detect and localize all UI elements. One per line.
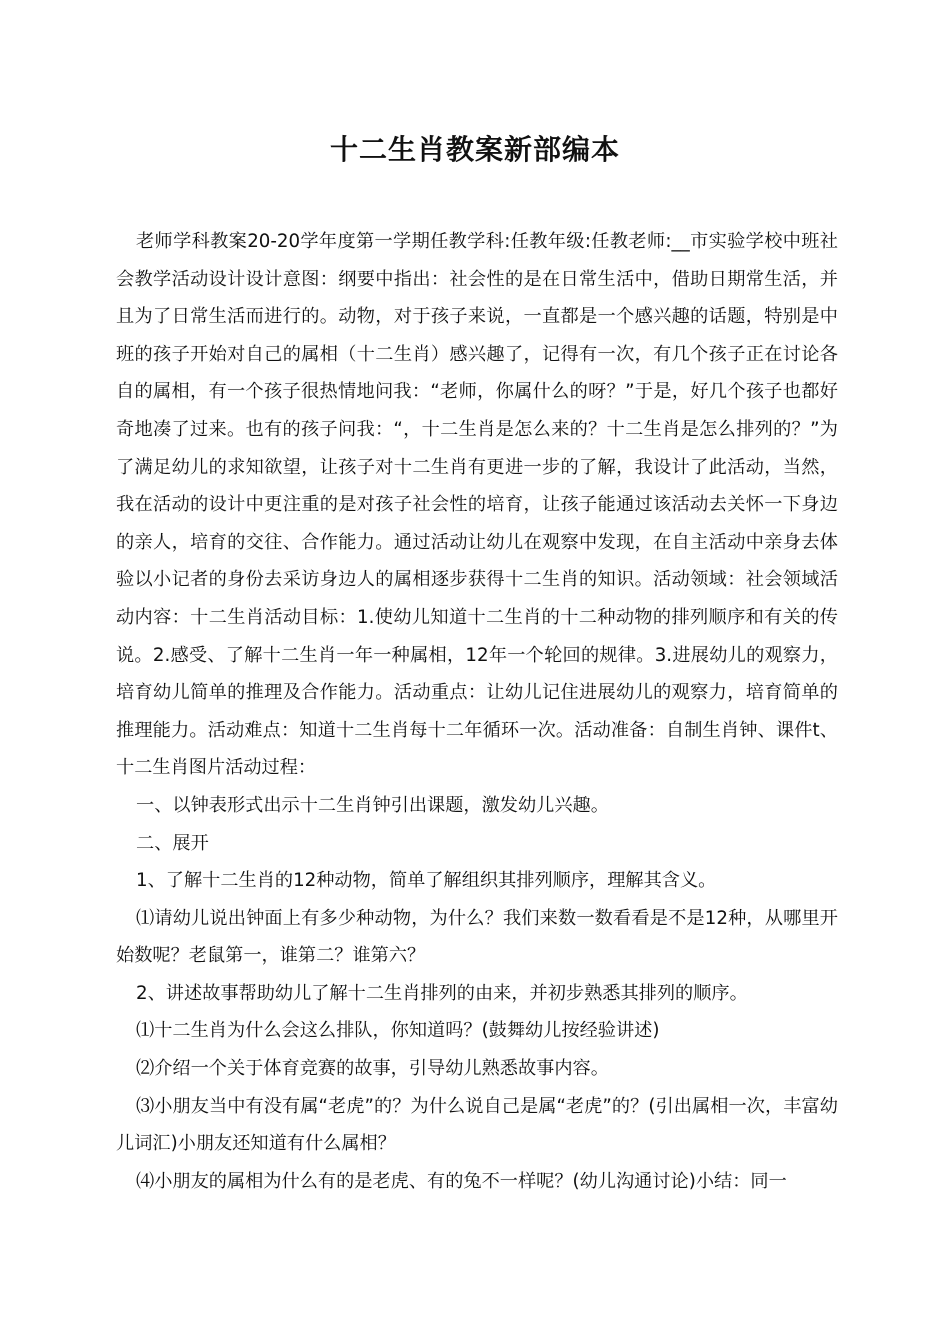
paragraph-step-2: 二、展开 <box>136 832 209 854</box>
paragraph-item-1: 1、了解十二生肖的12种动物，简单了解组织其排列顺序，理解其含义。 <box>136 870 717 892</box>
paragraph-item-2-2: ⑵介绍一个关于体育竞赛的故事，引导幼儿熟悉故事内容。 <box>136 1058 609 1080</box>
paragraph-item-2-4: ⑷小朋友的属相为什么有的是老虎、有的兔不一样呢？(幼儿沟通讨论)小结：同一 <box>136 1170 787 1192</box>
paragraph-item-2-1: ⑴十二生肖为什么会这么排队，你知道吗？(鼓舞幼儿按经验讲述) <box>136 1020 660 1042</box>
document-body <box>116 223 838 1200</box>
paragraph-step-1: 一、以钟表形式出示十二生肖钟引出课题，激发幼儿兴趣。 <box>136 794 609 816</box>
paragraph-item-2: 2、讲述故事帮助幼儿了解十二生肖排列的由来，并初步熟悉其排列的顺序。 <box>136 982 748 1004</box>
paragraph-intro: 老师学科教案20-20学年度第一学期任教学科:任教年级:任教老师:__市实验学校中班社会教学活动设计设计意图：纲要中指出：社会性的是在日常生活中，借助日期常生活，并且为了日常生活而进行的。动物，对于孩子来说，一直都是一个感兴趣的话题，特别是中班的孩子开始对自己的属相（十二生肖）感兴趣了，记得有一次，有几个孩子正在讨论各自的属相，有一个孩子很热情地问我：“老师，你属什么的呀？”于是，好几个孩子也都好奇地凑了过来。也有的孩子问我：“，十二生肖是怎么来的？十二生肖是怎么排列的？”为了满足幼儿的求知欲望，让孩子对十二生肖有更进一步的了解，我设计了此活动，当然，我在活动的设计中更注重的是对孩子社会性的培育，让孩子能通过该活动去关怀一下身边的亲人，培育的交往、合作能力。通过活动让幼儿在观察中发现，在自主活动中亲身去体验以小记者的身份去采访身边人的属相逐步获得十二生肖的知识。活动领域：社会领域活动内容：十二生肖活动目标：1.使幼儿知道十二生肖的十二种动物的排列顺序和有关的传说。2.感受、了解十二生肖一年一种属相，12年一个轮回的规律。3.进展幼儿的观察力，培育幼儿简单的推理及合作能力。活动重点：让幼儿记住进展幼儿的观察力，培育简单的推理能力。活动难点：知道十二生肖每十二年循环一次。活动准备：自制生肖钟、课件t、十二生肖图片活动过程： <box>116 231 838 779</box>
paragraph-item-1-1: ⑴请幼儿说出钟面上有多少种动物，为什么？我们来数一数看看是不是12种，从哪里开始数呢？老鼠第一，谁第二？谁第六？ <box>116 907 838 967</box>
paragraph-item-2-3: ⑶小朋友当中有没有属“老虎”的？为什么说自己是属“老虎”的？(引出属相一次，丰富幼儿词汇)小朋友还知道有什么属相？ <box>116 1095 838 1155</box>
document-title: 十二生肖教案新部编本 <box>329 133 620 166</box>
